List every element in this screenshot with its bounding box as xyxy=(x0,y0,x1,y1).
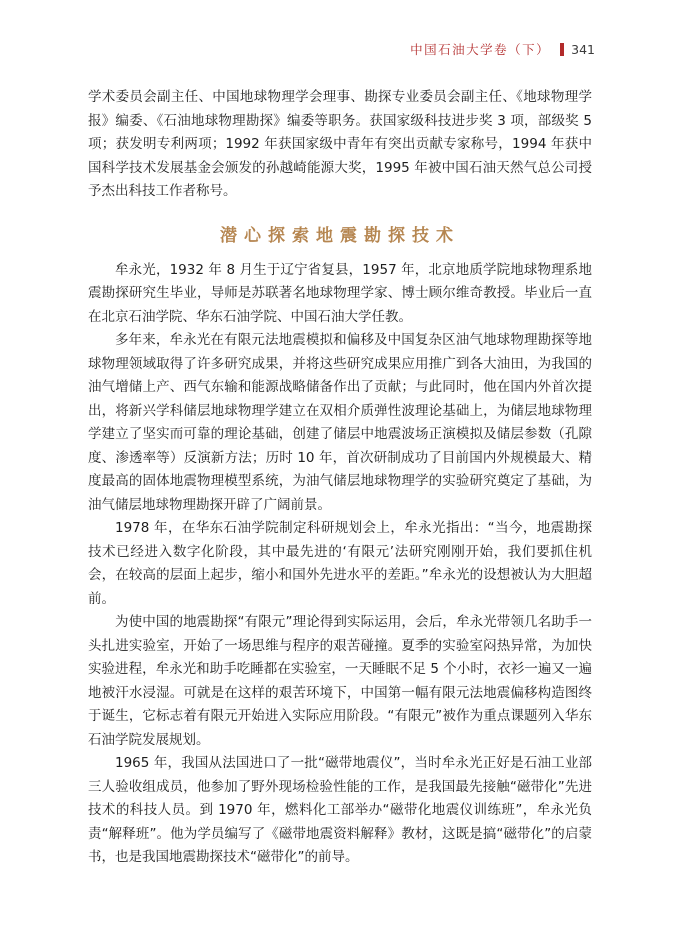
paragraph-research-achievements: 多年来，牟永光在有限元法地震模拟和偏移及中国复杂区油气地球物理勘探等地球物理领域取得了许多研究成果，并将这些研究成果应用推广到各大油田，为我国的油气增储上产、西气东输和能源战略储备作出了贡献；与此同时，他在国内外首次提出，将新兴学科储层地球物理学建立在双相介质弹性波理论基础上，为储层地球物理学建立了坚实而可靠的理论基础，创建了储层中地震波场正演模拟及储层参数（孔隙度、渗透率等）反演新方法；历时 10 年，首次研制成功了目前国内外规模最大、精度最高的固体地震物理模型系统，为油气储层地球物理学的实验研究奠定了基础，为油气储层地球物理勘探开辟了广阔前景。 xyxy=(88,332,592,513)
paragraph-finite-element-lab: 为使中国的地震勘探“有限元”理论得到实际运用，会后，牟永光带领几名助手一头扎进实验室，开始了一场思维与程序的艰苦碰撞。夏季的实验室闷热异常，为加快实验进程，牟永光和助手吃睡都在实验室，一天睡眠不足 5 个小时，衣衫一遍又一遍地被汗水浸湿。可就是在这样的艰苦环境下，中国第一幅有限元法地震偏移构造图终于诞生，它标志着有限元开始进入实际应用阶段。“有限元”被作为重点课题列入华东石油学院发展规划。 xyxy=(88,614,592,748)
volume-title: 中国石油大学卷（下） xyxy=(410,42,551,57)
header-divider-bar xyxy=(560,43,564,56)
paragraph-1965-seismograph: 1965 年，我国从法国进口了一批“磁带地震仪”，当时牟永光正好是石油工业部三人验收组成员，他参加了野外现场检验性能的工作，是我国最先接触“磁带化”先进技术的科技人员。到 1970 年，燃料化工部举办“磁带化地震仪训练班”，牟永光负责“解释班”。他为学员编写了《磁带地震资料解释》教材，这既是搞“磁带化”的启蒙书，也是我国地震勘探技术“磁带化”的前导。 xyxy=(88,755,592,865)
page-content xyxy=(88,86,592,870)
section-title: 潜心探索地震勘探技术 xyxy=(220,225,460,246)
running-header xyxy=(410,40,595,58)
paragraph-1978-plan: 1978 年，在华东石油学院制定科研规划会上，牟永光指出：“当今，地震勘探技术已经进入数字化阶段，其中最先进的‘有限元’法研究刚刚开始，我们要抓住机会，在较高的层面上起步，缩小和国外先进水平的差距。”牟永光的设想被认为大胆超前。 xyxy=(88,520,592,607)
continuation-paragraph: 学术委员会副主任、中国地球物理学会理事、勘探专业委员会副主任、《地球物理学报》编委、《石油地球物理勘探》编委等职务。获国家级科技进步奖 3 项，部级奖 5 项；获发明专利两项；1992 年获国家级中青年有突出贡献专家称号，1994 年获中国科学技术发展基金会颁发的孙越崎能源大奖，1995 年被中国石油天然气总公司授予杰出科技工作者称号。 xyxy=(88,89,592,199)
paragraph-biography: 牟永光，1932 年 8 月生于辽宁省复县，1957 年，北京地质学院地球物理系地震勘探研究生毕业，导师是苏联著名地球物理学家、博士顾尔维奇教授。毕业后一直在北京石油学院、华东石油学院、中国石油大学任教。 xyxy=(88,261,592,325)
page-number: 341 xyxy=(571,41,595,57)
